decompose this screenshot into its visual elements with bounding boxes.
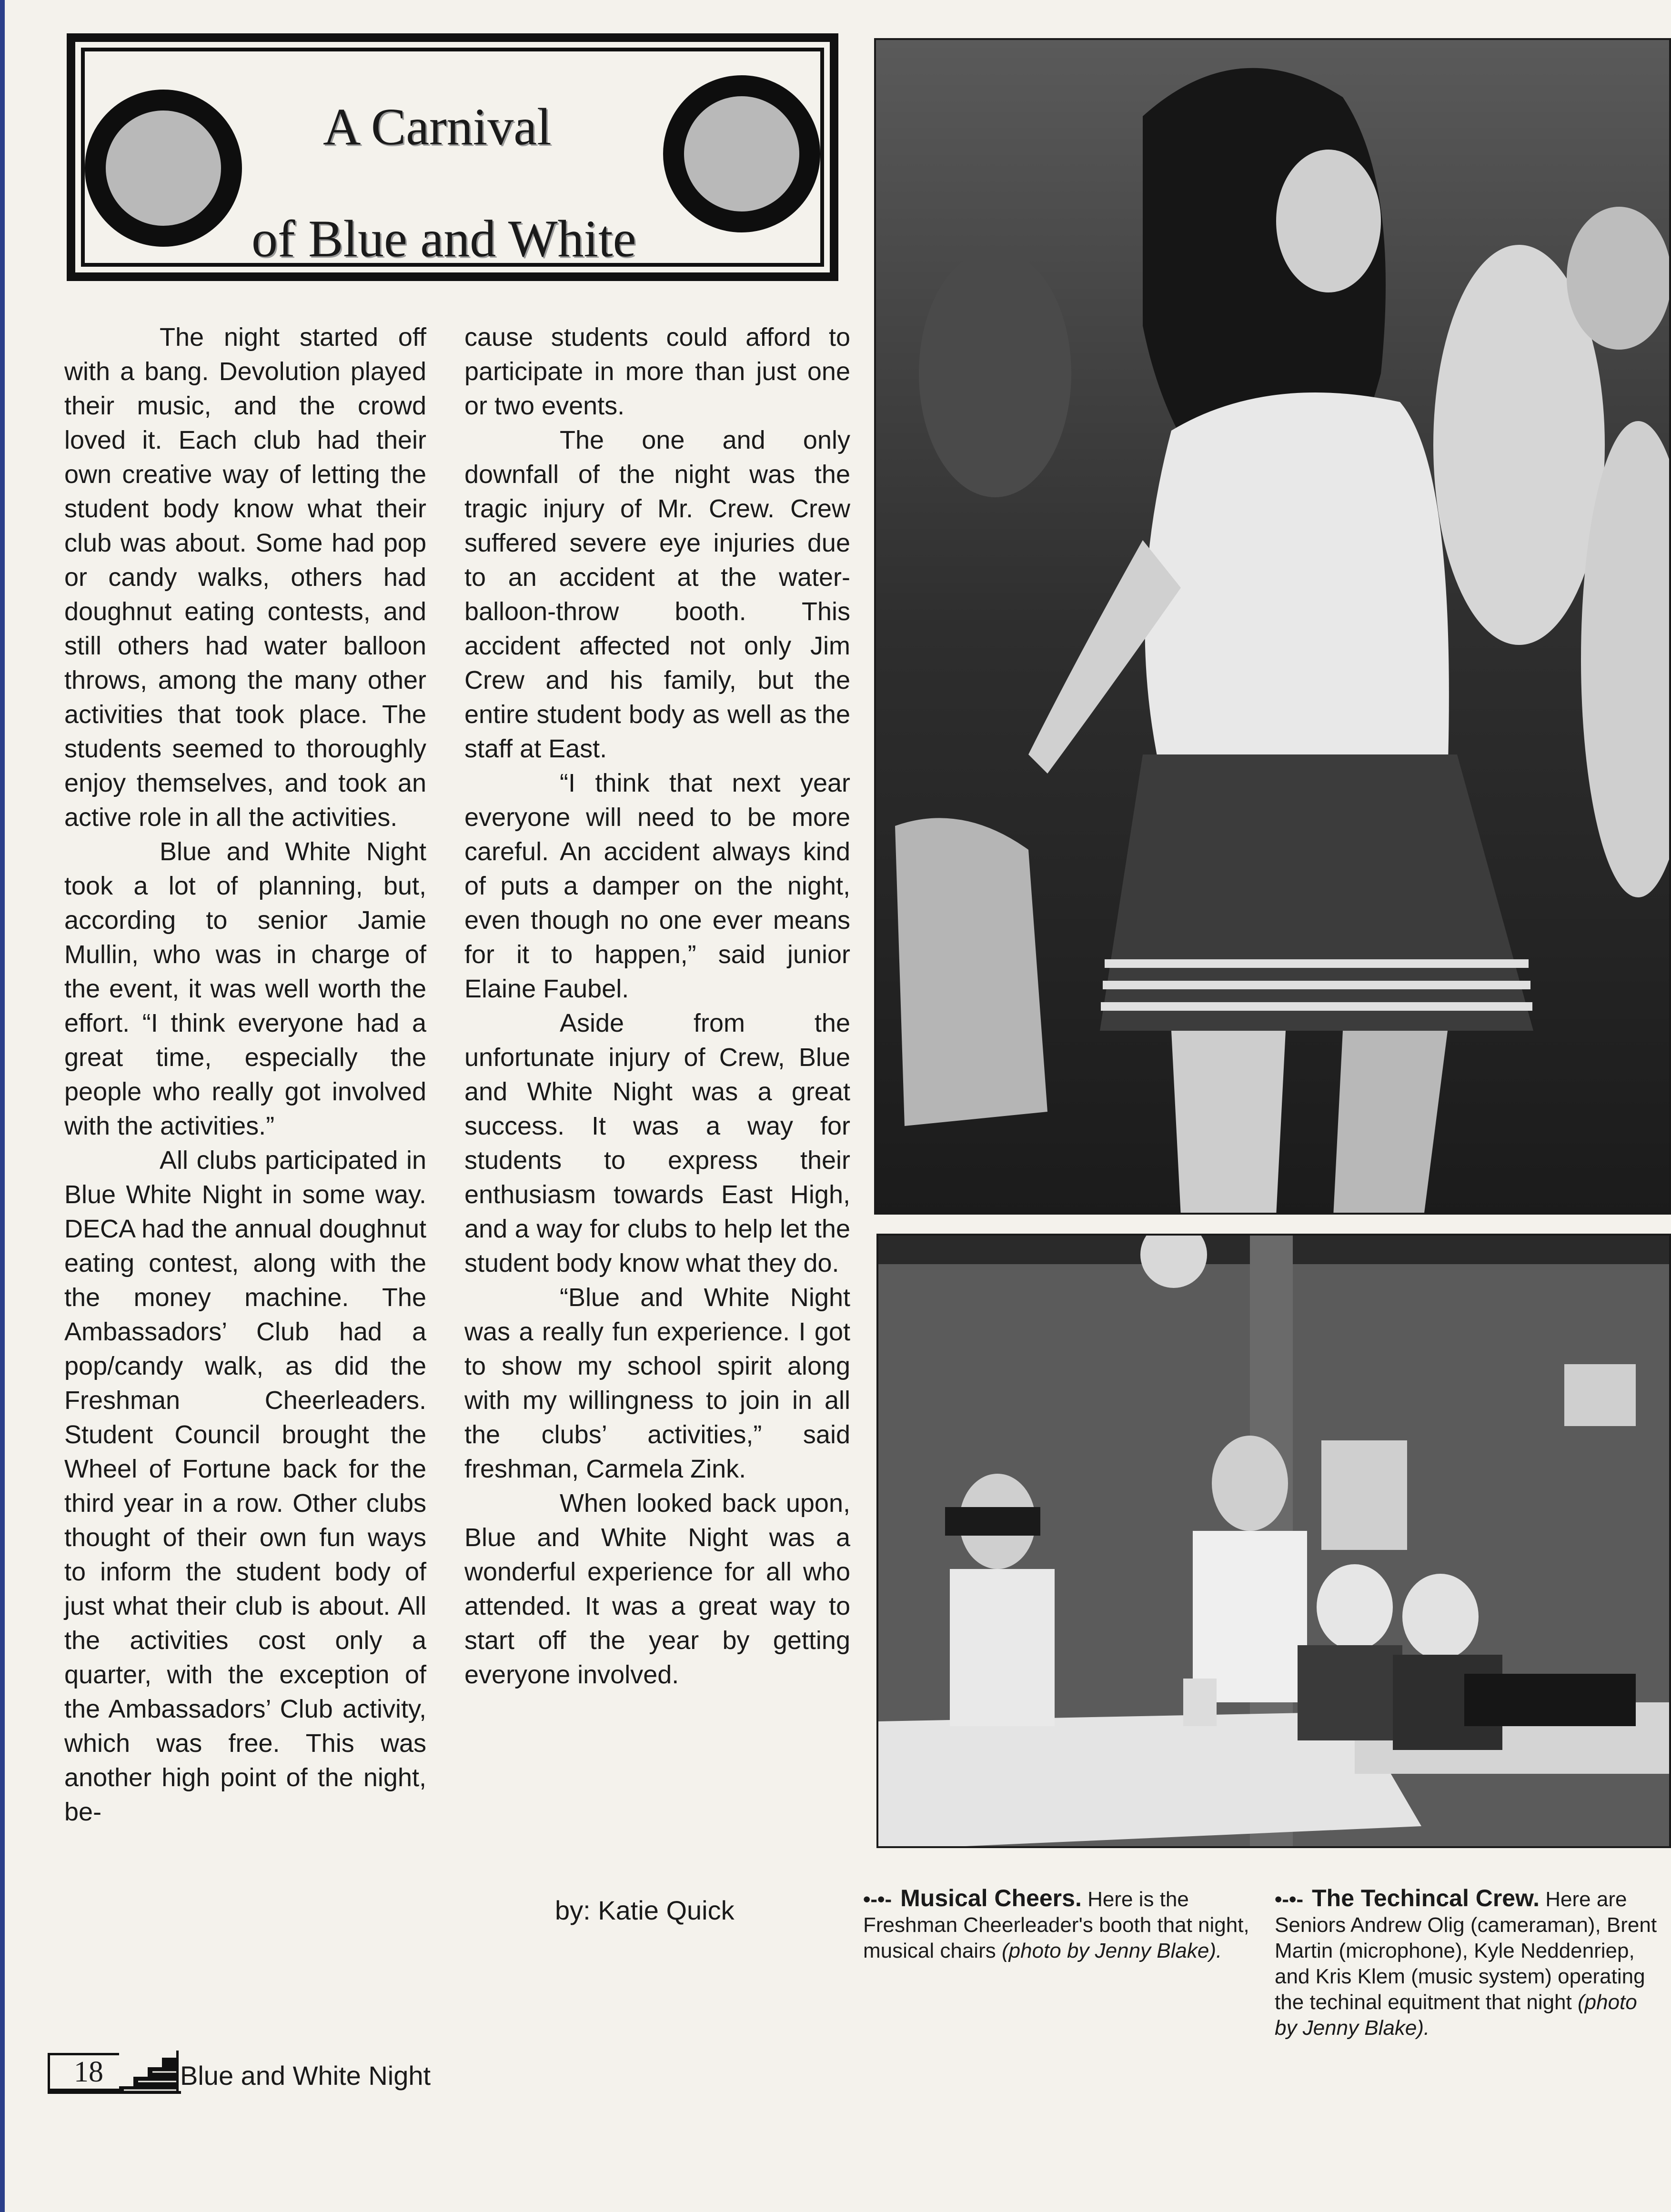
page-title-line-1: A Carnival	[323, 98, 552, 156]
photo-caption-musical-cheers	[863, 1885, 1254, 1964]
byline: by: Katie Quick	[555, 1895, 735, 1925]
page-number: 18	[48, 2053, 119, 2091]
caption-heading: The Techincal Crew.	[1312, 1885, 1540, 1911]
article-paragraph: “Blue and White Night was a really fun experience. I got to show my school spirit along with my willingness to join in all the clubs’ activities,” said freshman, Carmela Zink.	[464, 1283, 850, 1483]
caption-body: Here are Seniors Andrew Olig (cameraman), Brent Martin (microphone), Kyle Neddenriep, and Kris Klem (music system) operating the techinal equitment that night	[1275, 1888, 1657, 2014]
article-column-1	[64, 320, 426, 1829]
caption-bullet-icon: •-•-	[1275, 1888, 1304, 1911]
cheerleader-photo-illustration	[876, 40, 1671, 1215]
article-paragraph: Blue and White Night took a lot of planning, but, according to senior Jamie Mullin, who was in charge of the event, it was well worth the effort. “I think everyone had a great time, especially the people who really got involved with the activities.”	[64, 837, 426, 1140]
staircase-icon	[48, 2048, 181, 2096]
photo-caption-technical-crew	[1275, 1885, 1663, 2041]
article-paragraph: Aside from the unfortunate injury of Crew, Blue and White Night was a great success. It was a way for students to express their enthusiasm towards East High, and a way for clubs to help let the student body know what they do.	[464, 1009, 850, 1277]
caption-body: Here is the Freshman Cheerleader's booth that night, musical chairs	[863, 1888, 1249, 1962]
caption-credit: (photo by Jenny Blake).	[1275, 1991, 1637, 2040]
article-paragraph: All clubs participated in Blue White Night in some way. DECA had the annual doughnut eating contest, along with the the money machine. The Ambassadors’ Club had a pop/candy walk, as did the Freshman Cheerleaders. Student Council brought the Wheel of Fortune back for the third year in a row. Other clubs thought of their own fun ways to inform the student body of just what their club is about. All the activities cost only a quarter, with the exception of the Ambassadors’ Club activity, which was free. This was another high point of the night, be-	[64, 1146, 426, 1826]
title-circle-right	[663, 75, 820, 232]
article-paragraph: When looked back upon, Blue and White Night was a wonderful experience for all who attended. It was a great way to start off the year by getting everyone involved.	[464, 1489, 850, 1689]
article-paragraph: The one and only downfall of the night was the tragic injury of Mr. Crew. Crew suffered severe eye injuries due to an accident at the water- balloon-throw booth. This accident affected not only Jim Crew and his family, but the entire student body as well as the staff at East.	[464, 426, 850, 763]
title-circle-left	[85, 90, 242, 247]
article-paragraph-continued: cause students could afford to participate in more than just one or two events.	[464, 323, 850, 420]
page-edge-stripe	[0, 0, 5, 2212]
page-title-line-2: of Blue and White	[252, 210, 636, 268]
article-column-2	[464, 320, 850, 1692]
article-paragraph: “I think that next year everyone will need to be more careful. An accident always kind of puts a damper on the night, even though no one ever means for it to happen,” said junior Elaine Faubel.	[464, 769, 850, 1003]
cheerleader-photo	[874, 38, 1671, 1215]
technical-crew-photo-illustration	[878, 1236, 1671, 1848]
title-box	[67, 33, 838, 281]
caption-credit: (photo by Jenny Blake).	[1001, 1939, 1222, 1962]
article-paragraph: The night started off with a bang. Devolution played their music, and the crowd loved it. Each club had their own creative way of letting the student body know what their club was about. Some had pop or candy walks, others had doughnut eating contests, and still others had water balloon throws, among the many other activities that took place. The students seemed to thoroughly enjoy themselves, and took an active role in all the activities.	[64, 323, 426, 832]
caption-bullet-icon: •-•-	[863, 1888, 892, 1911]
technical-crew-photo	[876, 1234, 1671, 1848]
section-label: Blue and White Night	[180, 2061, 431, 2091]
caption-heading: Musical Cheers.	[900, 1885, 1082, 1911]
